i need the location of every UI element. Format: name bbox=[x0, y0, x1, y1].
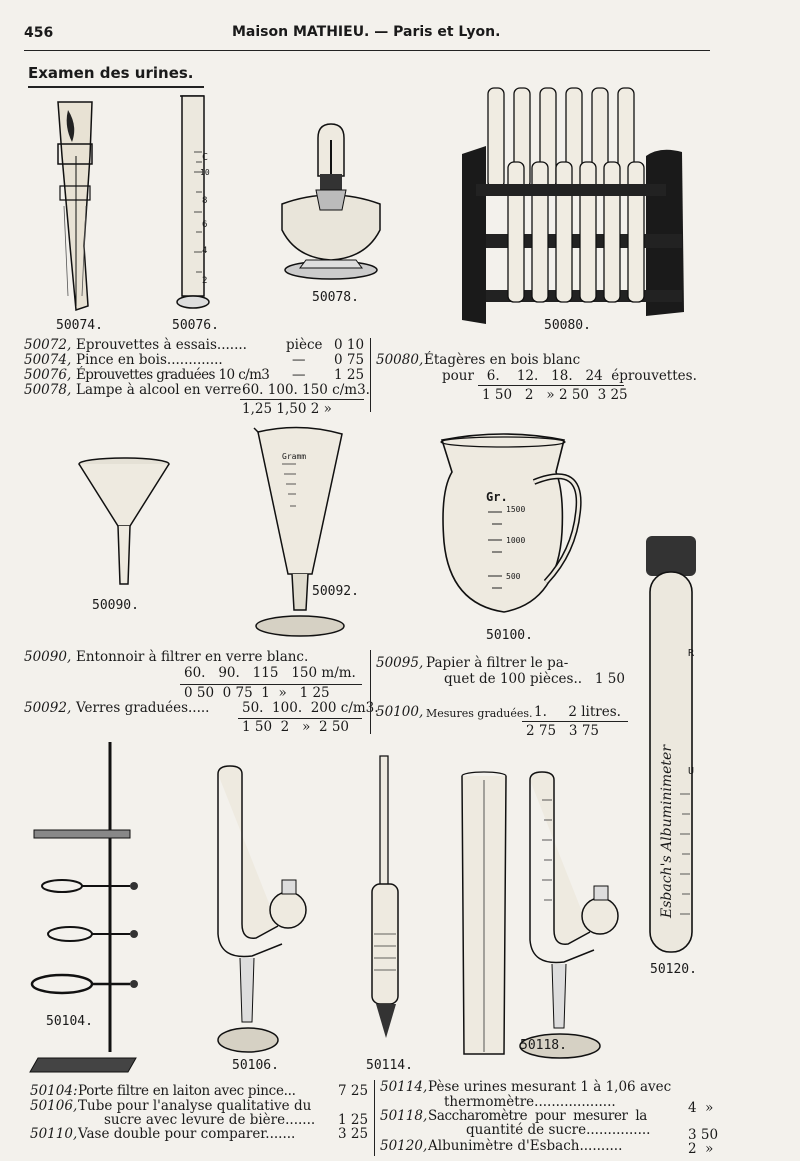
item-prices-50090: 0 50 0 75 1 » 1 25 bbox=[184, 685, 330, 701]
item-prices-50092: 1 50 2 » 2 50 bbox=[242, 719, 350, 735]
fermentation-tube-illustration bbox=[212, 764, 312, 1064]
item-desc-50100: Mesures graduées. bbox=[426, 707, 533, 720]
item-ref-50090: 50090, bbox=[24, 649, 72, 665]
column-divider-row2 bbox=[370, 650, 371, 734]
item-ref-50100: 50100, bbox=[376, 704, 424, 720]
item-ref-50095: 50095, bbox=[376, 655, 424, 671]
item-desc-50110: Vase double pour comparer....... bbox=[78, 1126, 296, 1142]
figure-label-50076: 50076. bbox=[172, 318, 219, 333]
figure-label-50092: 50092. bbox=[312, 584, 359, 599]
tube-mark-c: C bbox=[202, 152, 209, 163]
item-sizes-50080: pour 6. 12. 18. 24 éprouvettes. bbox=[442, 368, 697, 384]
column-divider-row1 bbox=[370, 338, 371, 412]
item-desc-50095-line2: quet de 100 pièces.. 1 50 bbox=[444, 671, 625, 687]
item-ref-50080: 50080, bbox=[376, 352, 424, 368]
tube-mark-2: 2 bbox=[202, 276, 208, 286]
urinometer-illustration bbox=[366, 754, 406, 1044]
figure-label-50080: 50080. bbox=[544, 318, 591, 333]
column-divider-row3 bbox=[374, 1080, 375, 1156]
item-price-50110: 3 25 bbox=[338, 1126, 369, 1142]
albuminimeter-engraving: Esbach's Albuminimeter bbox=[659, 744, 675, 918]
section-title-underline bbox=[28, 86, 204, 88]
tube-mark-6: 6 bbox=[202, 220, 208, 230]
figure-label-50090: 50090. bbox=[92, 598, 139, 613]
price-rule-50078 bbox=[240, 399, 364, 400]
item-ref-50120: 50120, bbox=[380, 1138, 428, 1154]
measuring-jug-illustration bbox=[434, 432, 584, 622]
item-price-50072: 0 10 bbox=[334, 337, 365, 353]
item-desc-50092: Verres graduées..... bbox=[76, 700, 210, 716]
item-ref-50106: 50106, bbox=[30, 1098, 78, 1114]
item-prices-50080: 1 50 2 » 2 50 3 25 bbox=[482, 387, 628, 403]
item-price-50074: 0 75 bbox=[334, 352, 365, 368]
item-price-50076: 1 25 bbox=[334, 367, 365, 383]
item-desc-50106-line2: sucre avec levure de bière....... bbox=[104, 1112, 316, 1128]
albuminimeter-mark-r: R bbox=[688, 648, 695, 659]
albuminimeter-mark-u: U bbox=[688, 766, 695, 777]
item-price-50104: 7 25 bbox=[338, 1083, 369, 1099]
item-prices-50078: 1,25 1,50 2 » bbox=[242, 401, 332, 417]
item-unit-50076: — bbox=[292, 367, 306, 383]
item-ref-50072: 50072, bbox=[24, 337, 72, 353]
jug-mark-500: 500 bbox=[506, 572, 521, 581]
tube-mark-4: 4 bbox=[202, 246, 208, 256]
test-tube-rack-illustration bbox=[456, 84, 690, 320]
item-sizes-50078: 60. 100. 150 c/m3. bbox=[242, 382, 370, 398]
item-desc-50114-line1: Pèse urines mesurant 1 à 1,06 avec bbox=[428, 1079, 672, 1095]
item-desc-50106-line1: Tube pour l'analyse qualitative du bbox=[78, 1098, 312, 1114]
page-number: 456 bbox=[24, 25, 54, 41]
item-desc-50118-line2: quantité de sucre............... bbox=[466, 1122, 651, 1138]
figure-label-50104: 50104. bbox=[46, 1014, 93, 1029]
price-rule-50080 bbox=[478, 385, 624, 386]
item-prices-50100: 2 75 3 75 bbox=[526, 723, 599, 739]
figure-label-50100: 50100. bbox=[486, 628, 533, 643]
item-ref-50092: 50092, bbox=[24, 700, 72, 716]
jug-mark-1000: 1000 bbox=[506, 536, 526, 545]
figure-label-50118: 50118. bbox=[520, 1038, 567, 1053]
figure-label-50114: 50114. bbox=[366, 1058, 413, 1073]
figure-label-50106: 50106. bbox=[232, 1058, 279, 1073]
item-ref-50078: 50078, bbox=[24, 382, 72, 398]
saccharometer-illustration bbox=[516, 770, 626, 1060]
item-unit-50072: pièce bbox=[286, 337, 323, 353]
item-unit-50074: — bbox=[292, 352, 306, 368]
tube-mark-10: 10 bbox=[200, 168, 210, 177]
figure-label-50078: 50078. bbox=[312, 290, 359, 305]
wooden-clamp-illustration bbox=[50, 96, 100, 314]
item-price-50106: 1 25 bbox=[338, 1112, 369, 1128]
item-sizes-50090: 60. 90. 115 150 m/m. bbox=[184, 665, 356, 681]
item-price-50120: 2 » bbox=[688, 1141, 714, 1157]
item-desc-50104: Porte filtre en laiton avec pince... bbox=[78, 1083, 296, 1099]
item-ref-50118: 50118, bbox=[380, 1108, 428, 1124]
item-desc-50078: Lampe à alcool en verre bbox=[76, 382, 242, 398]
item-desc-50118-line1: Saccharomètre pour mesurer la bbox=[428, 1108, 647, 1124]
item-ref-50074: 50074, bbox=[24, 352, 72, 368]
item-desc-50074: Pince en bois............. bbox=[76, 352, 223, 368]
price-rule-50100 bbox=[522, 721, 628, 722]
item-desc-50080: Étagères en bois blanc bbox=[424, 352, 581, 368]
jug-mark-1500: 1500 bbox=[506, 505, 526, 514]
figure-label-50074: 50074. bbox=[56, 318, 103, 333]
page-header-title: Maison MATHIEU. — Paris et Lyon. bbox=[232, 24, 501, 40]
tube-mark-8: 8 bbox=[202, 196, 208, 206]
item-desc-50095-line1: Papier à filtrer le pa- bbox=[426, 655, 569, 671]
item-price-50114: 4 » bbox=[688, 1100, 714, 1116]
item-sizes-50100: 1. 2 litres. bbox=[534, 704, 621, 720]
figure-label-50120: 50120. bbox=[650, 962, 697, 977]
item-ref-50114: 50114, bbox=[380, 1079, 428, 1095]
item-ref-50110: 50110, bbox=[30, 1126, 78, 1142]
graduated-tube-illustration bbox=[176, 92, 216, 314]
funnel-illustration bbox=[76, 456, 172, 586]
item-desc-50076: Éprouvettes graduées 10 c/m3 bbox=[76, 367, 270, 383]
item-sizes-50092: 50. 100. 200 c/m3. bbox=[242, 700, 379, 716]
item-desc-50114-line2: thermomètre................... bbox=[444, 1094, 616, 1110]
jug-mark-gr: Gr. bbox=[486, 490, 508, 504]
item-ref-50076: 50076, bbox=[24, 367, 72, 383]
alcohol-lamp-illustration bbox=[276, 120, 386, 282]
item-desc-50072: Eprouvettes à essais....... bbox=[76, 337, 247, 353]
item-desc-50120: Albunimètre d'Esbach.......... bbox=[428, 1138, 623, 1154]
double-vase-illustration bbox=[458, 770, 510, 1060]
item-desc-50090: Entonnoir à filtrer en verre blanc. bbox=[76, 649, 309, 665]
glass-label-gramm: Gramm bbox=[282, 452, 307, 461]
header-rule bbox=[24, 50, 710, 51]
section-title: Examen des urines. bbox=[28, 64, 194, 82]
item-price-50118: 3 50 bbox=[688, 1127, 719, 1143]
item-ref-50104: 50104: bbox=[30, 1083, 78, 1099]
